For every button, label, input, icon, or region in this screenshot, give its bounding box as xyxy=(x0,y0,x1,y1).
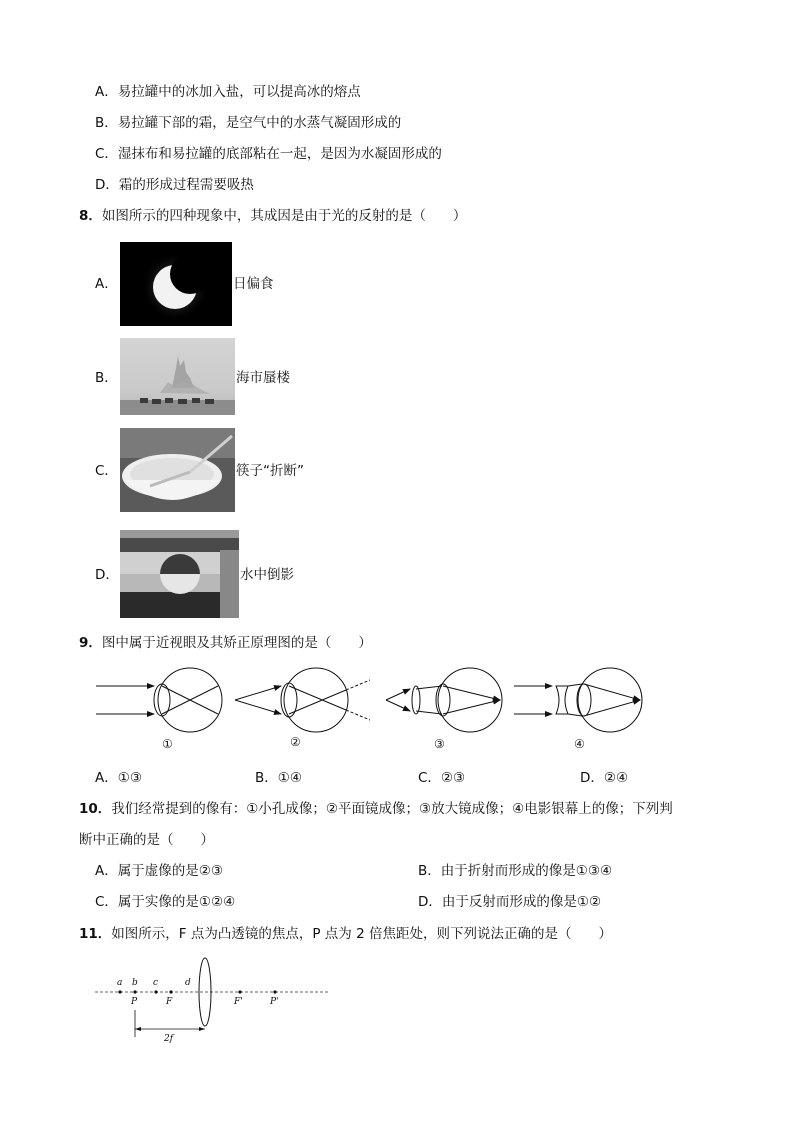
mirage-photo xyxy=(120,338,235,415)
q11-number: 11． xyxy=(79,926,112,942)
q9-stem xyxy=(79,634,372,652)
point-a-label: a xyxy=(117,978,123,988)
q10-stem-text-1: 我们经常提到的像有：①小孔成像；②平面镜成像；③放大镜成像；④电影银幕上的像；下列判 xyxy=(111,801,673,817)
q9-option-d: D．②④ xyxy=(580,770,629,786)
q8-option-c-caption: 筷子“折断” xyxy=(236,463,304,479)
point-f-label: F xyxy=(166,997,173,1007)
eye-figure-label-3: ③ xyxy=(434,737,445,751)
two-f-label: 2f xyxy=(164,1034,174,1044)
eye-figure-label-4: ④ xyxy=(574,737,585,751)
q10-number: 10． xyxy=(79,801,112,817)
q10-stem-line1 xyxy=(79,800,673,818)
q7-option-b: B．易拉罐下部的霜，是空气中的水蒸气凝固形成的 xyxy=(95,115,402,131)
solar-eclipse-photo xyxy=(120,242,232,326)
q11-stem-text: 如图所示，F 点为凸透镜的焦点，P 点为 2 倍焦距处，则下列说法正确的是（ ） xyxy=(111,926,612,942)
q9-number: 9． xyxy=(79,635,102,651)
q8-option-b-letter: B． xyxy=(95,370,118,386)
point-b-label: b xyxy=(132,978,138,988)
q10-stem-line2: 断中正确的是（ ） xyxy=(79,832,214,848)
water-reflection-photo xyxy=(120,530,239,618)
q8-number: 8． xyxy=(79,208,102,224)
q8-option-d-caption: 水中倒影 xyxy=(240,567,294,583)
q8-option-d-letter: D． xyxy=(95,567,119,583)
q9-option-c: C．②③ xyxy=(418,770,466,786)
q8-option-c-letter: C． xyxy=(95,463,118,479)
chopstick-bowl-photo xyxy=(120,428,235,512)
q10-option-b: B．由于折射而形成的像是①③④ xyxy=(418,863,613,879)
eye-figure-label-1: ① xyxy=(162,737,173,751)
q8-stem-text: 如图所示的四种现象中，其成因是由于光的反射的是（ ） xyxy=(101,208,467,224)
point-p-prime-label: P' xyxy=(270,997,279,1007)
q11-stem xyxy=(79,925,612,943)
q9-stem-text: 图中属于近视眼及其矫正原理图的是（ ） xyxy=(101,635,372,651)
q9-option-a: A．①③ xyxy=(95,770,142,786)
point-p-label: P xyxy=(131,997,138,1007)
q8-option-b-caption: 海市蜃楼 xyxy=(236,370,290,386)
q10-option-a: A．属于虚像的是②③ xyxy=(95,863,223,879)
eye-figure-label-2: ② xyxy=(290,735,301,749)
q7-option-d: D．霜的形成过程需要吸热 xyxy=(95,177,254,193)
q8-option-a-caption: 日偏食 xyxy=(233,276,274,292)
q10-option-c: C．属于实像的是①②④ xyxy=(95,894,236,910)
point-c-label: c xyxy=(153,978,159,988)
point-f-prime-label: F' xyxy=(234,997,243,1007)
convex-lens-figure xyxy=(90,955,340,1050)
q8-stem xyxy=(79,207,466,225)
q7-option-a: A．易拉罐中的冰加入盐，可以提高冰的熔点 xyxy=(95,84,361,100)
q10-option-d: D．由于反射而形成的像是①② xyxy=(418,894,602,910)
q9-option-b: B．①④ xyxy=(255,770,302,786)
eye-diagrams-figure xyxy=(90,664,660,758)
point-d-label: d xyxy=(185,978,191,988)
q8-option-a-letter: A． xyxy=(95,276,118,292)
q7-option-c: C．湿抹布和易拉罐的底部粘在一起，是因为水凝固形成的 xyxy=(95,146,442,162)
